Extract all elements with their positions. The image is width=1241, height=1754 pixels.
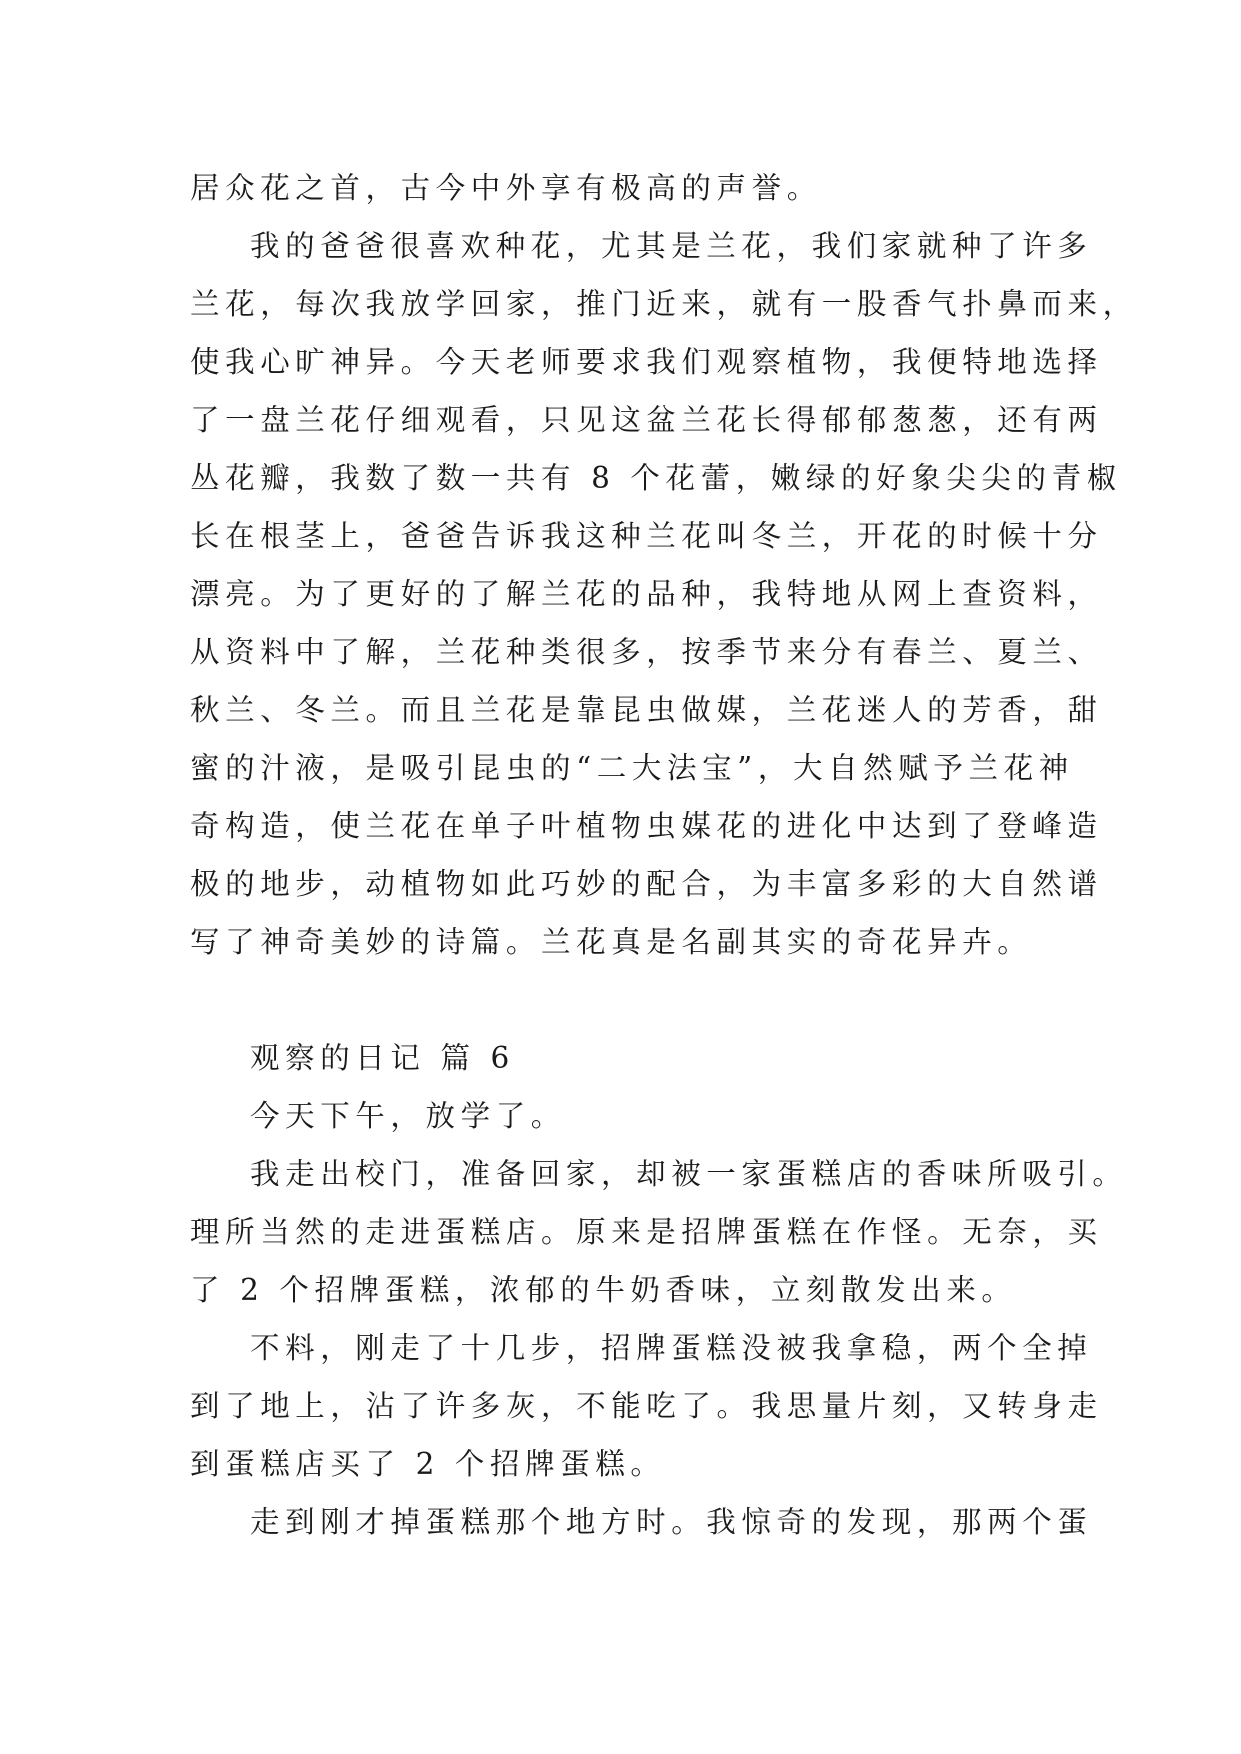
- text-line: 不料，刚走了十几步，招牌蛋糕没被我拿稳，两个全掉: [250, 1331, 1093, 1365]
- text-line: 秋兰、冬兰。而且兰花是靠昆虫做媒，兰花迷人的芳香，甜: [190, 693, 1103, 727]
- text-line: 漂亮。为了更好的了解兰花的品种，我特地从网上查资料，: [190, 577, 1103, 611]
- text-line: 蜜的汁液，是吸引昆虫的“二大法宝”，大自然赋予兰花神: [190, 751, 1074, 785]
- text-line: 丛花瓣，我数了数一共有 8 个花蕾，嫩绿的好象尖尖的青椒: [190, 461, 1122, 495]
- text-line: 今天下午，放学了。: [250, 1099, 566, 1133]
- text-line: 长在根茎上，爸爸告诉我这种兰花叫冬兰，开花的时候十分: [190, 519, 1103, 553]
- text-line: 从资料中了解，兰花种类很多，按季节来分有春兰、夏兰、: [190, 635, 1103, 669]
- text-line: 我的爸爸很喜欢种花，尤其是兰花，我们家就种了许多: [250, 229, 1093, 263]
- text-line: 奇构造，使兰花在单子叶植物虫媒花的进化中达到了登峰造: [190, 809, 1103, 843]
- text-line: 我走出校门，准备回家，却被一家蛋糕店的香味所吸引。: [250, 1157, 1128, 1191]
- text-line: 理所当然的走进蛋糕店。原来是招牌蛋糕在作怪。无奈，买: [190, 1215, 1103, 1249]
- text-line: 极的地步，动植物如此巧妙的配合，为丰富多彩的大自然谱: [190, 867, 1103, 901]
- text-line: 兰花，每次我放学回家，推门近来，就有一股香气扑鼻而来，: [190, 287, 1138, 321]
- text-line: 了一盘兰花仔细观看，只见这盆兰花长得郁郁葱葱，还有两: [190, 403, 1103, 437]
- text-line: 写了神奇美妙的诗篇。兰花真是名副其实的奇花异卉。: [190, 925, 1033, 959]
- text-line: 了 2 个招牌蛋糕，浓郁的牛奶香味，立刻散发出来。: [190, 1273, 1017, 1307]
- text-line: 走到刚才掉蛋糕那个地方时。我惊奇的发现，那两个蛋: [250, 1505, 1093, 1539]
- text-line: 使我心旷神异。今天老师要求我们观察植物，我便特地选择: [190, 345, 1103, 379]
- text-line: 到了地上，沾了许多灰，不能吃了。我思量片刻，又转身走: [190, 1389, 1103, 1423]
- text-line: 到蛋糕店买了 2 个招牌蛋糕。: [190, 1447, 666, 1481]
- section-heading: 观察的日记 篇 6: [250, 1041, 515, 1075]
- text-line: 居众花之首，古今中外享有极高的声誉。: [190, 171, 822, 205]
